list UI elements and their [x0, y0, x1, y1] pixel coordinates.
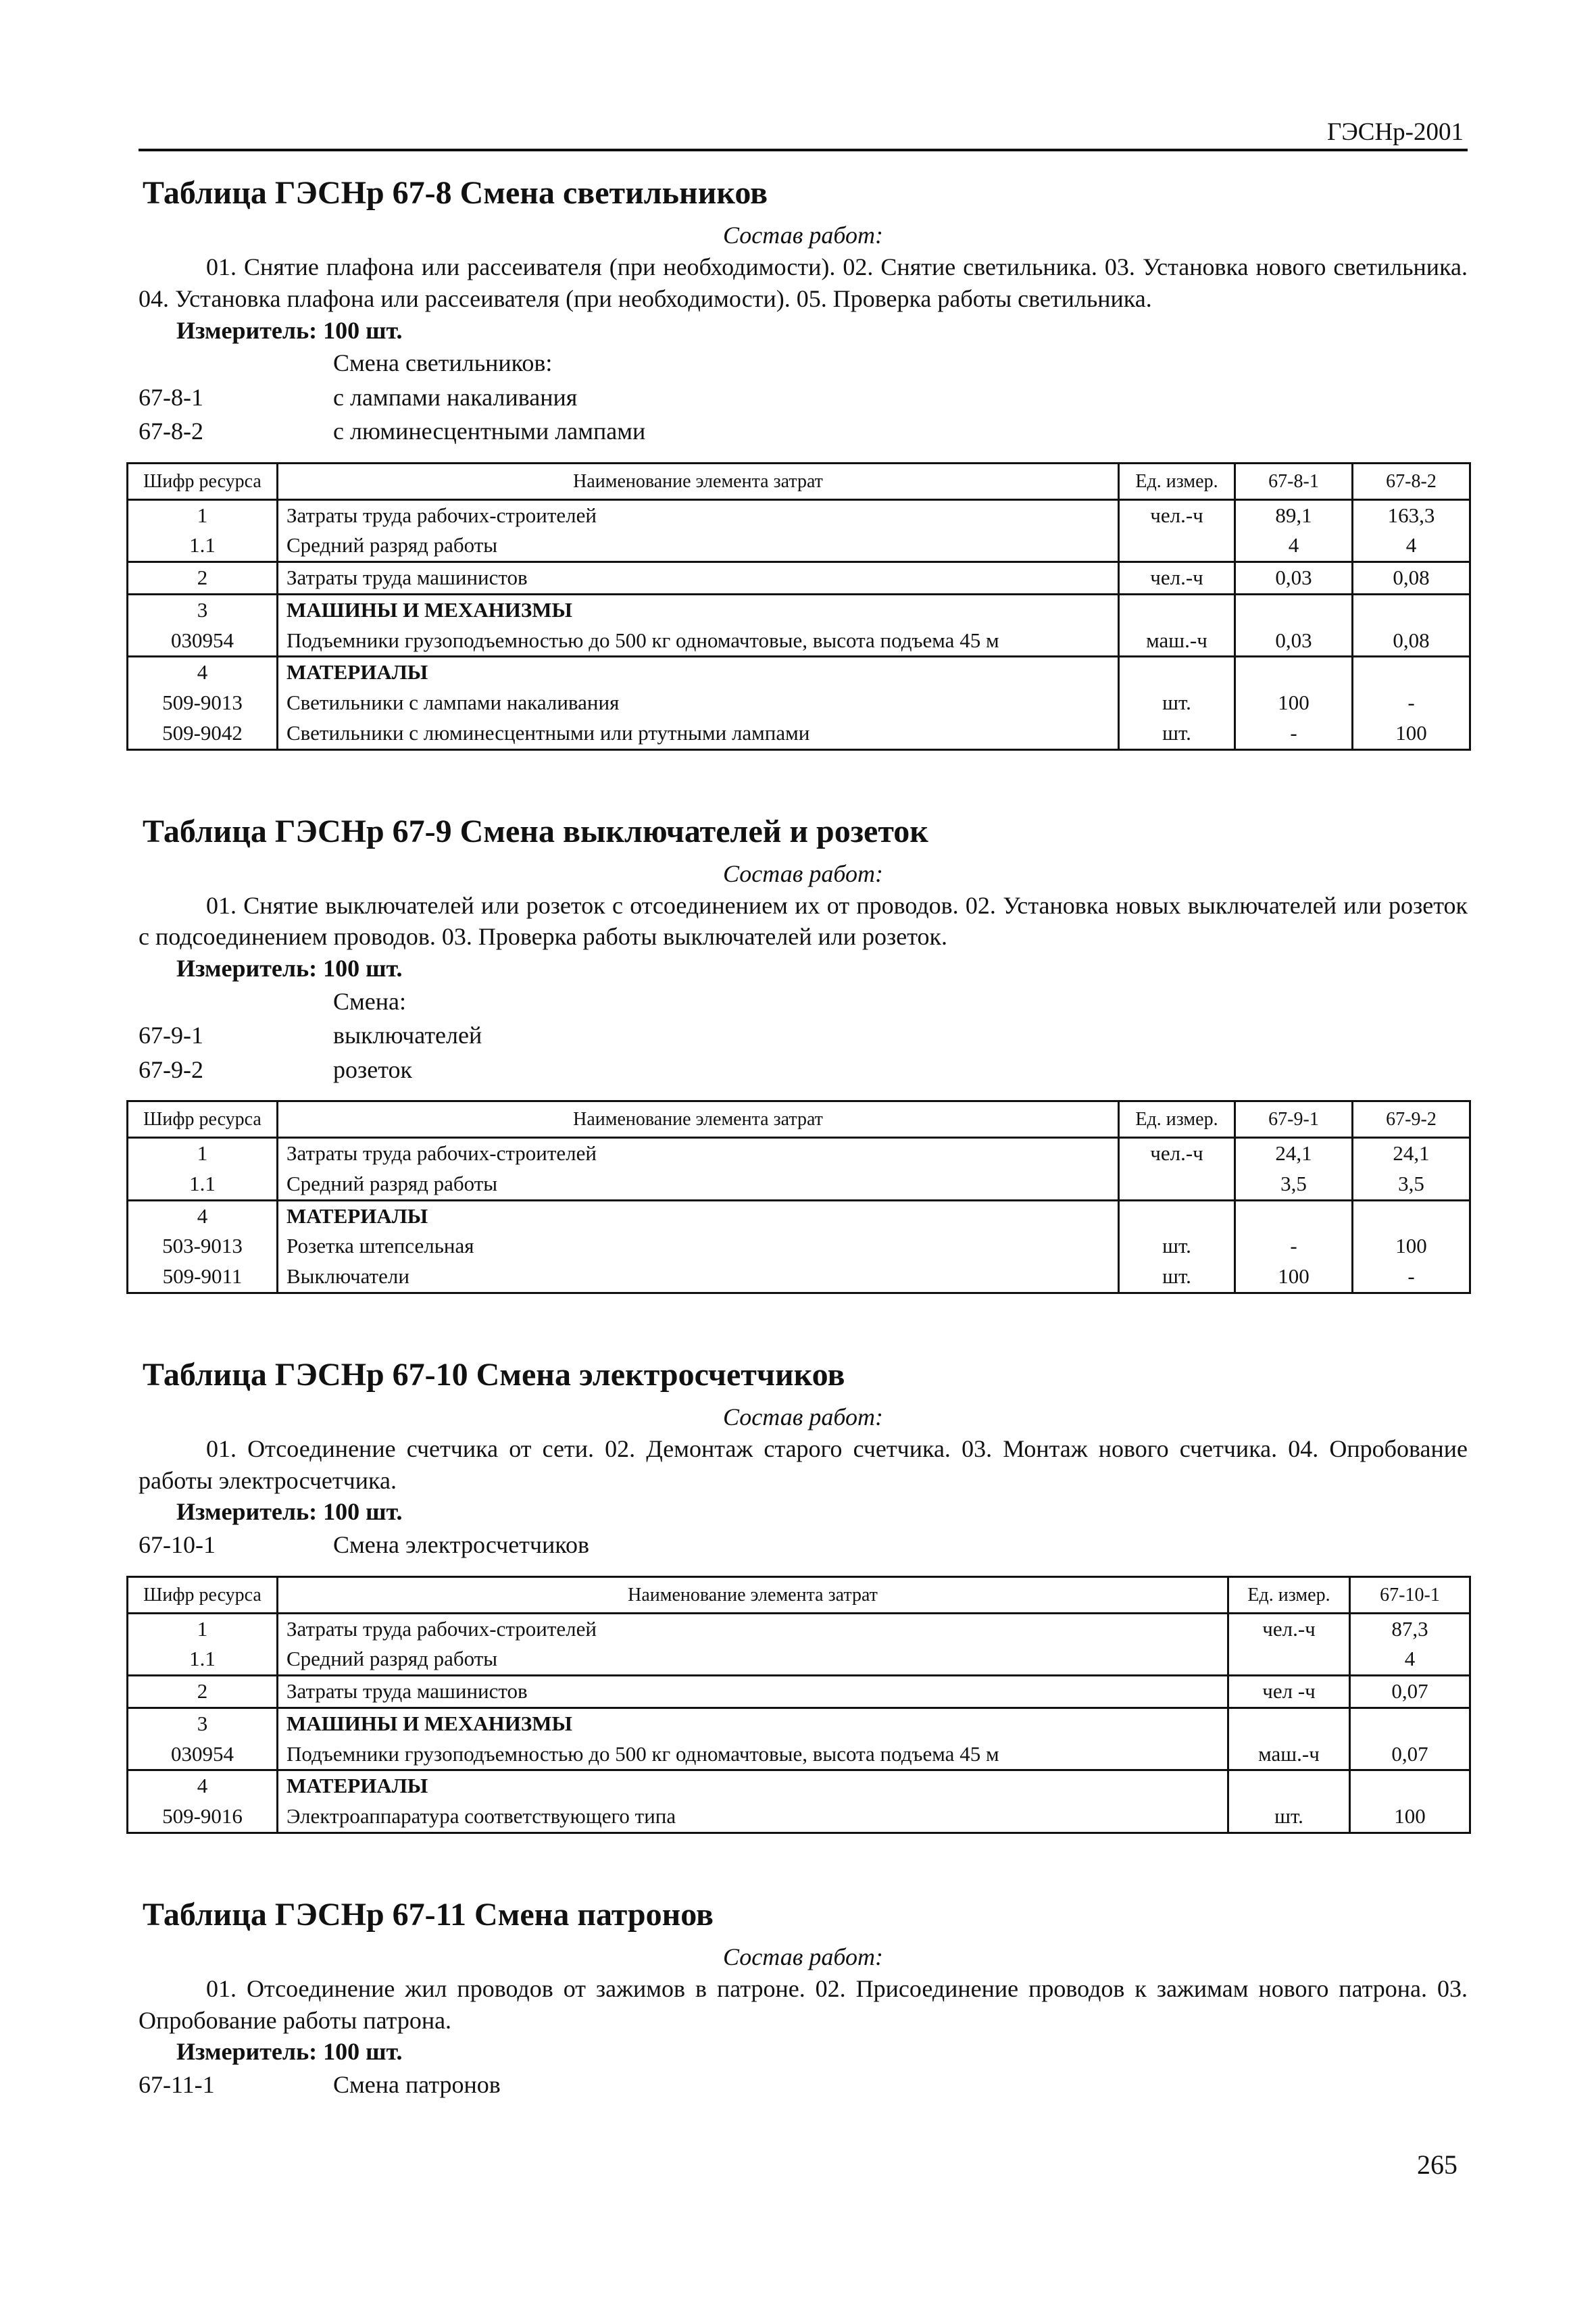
- doc-code: ГЭСНр-2001: [1326, 118, 1464, 146]
- table-row: [128, 1169, 1470, 1200]
- resource-code: 3: [128, 1708, 278, 1739]
- measure-unit: Измеритель: 100 шт.: [176, 316, 403, 344]
- resource-value: 0,08: [1353, 562, 1470, 595]
- resource-name: МАШИНЫ И МЕХАНИЗМЫ: [278, 594, 1119, 625]
- table-row: [128, 1138, 1470, 1169]
- resource-value: [1353, 657, 1470, 688]
- resource-value: 4: [1235, 530, 1353, 562]
- resource-value: 4: [1353, 530, 1470, 562]
- section-title: Таблица ГЭСНр 67-10 Смена электросчетчиков: [143, 1356, 845, 1393]
- table-row: [128, 499, 1470, 530]
- resource-unit: маш.-ч: [1119, 626, 1235, 657]
- table-row: [128, 530, 1470, 562]
- resource-name: Светильники с лампами накаливания: [278, 688, 1119, 718]
- header-norm-col: 67-10-1: [1350, 1576, 1470, 1613]
- norm-name: розеток: [333, 1055, 412, 1083]
- resource-unit: [1119, 1200, 1235, 1231]
- resource-value: -: [1235, 718, 1353, 749]
- norm-code: 67-11-1: [139, 2071, 215, 2099]
- resource-value: 87,3: [1350, 1613, 1470, 1644]
- resource-name: МАТЕРИАЛЫ: [278, 657, 1119, 688]
- resource-value: 0,03: [1235, 626, 1353, 657]
- resource-code: 2: [128, 562, 278, 595]
- norm-code: 67-10-1: [139, 1531, 216, 1559]
- resource-value: 100: [1235, 1262, 1353, 1293]
- table-row: [128, 626, 1470, 657]
- header-unit: Ед. измер.: [1119, 463, 1235, 499]
- table-row: [128, 1676, 1470, 1708]
- resource-unit: чел.-ч: [1119, 499, 1235, 530]
- work-composition-label: Состав работ:: [723, 860, 883, 887]
- resource-value: -: [1353, 688, 1470, 718]
- resource-value: -: [1235, 1231, 1353, 1262]
- resource-unit: [1119, 594, 1235, 625]
- resource-value: 100: [1353, 1231, 1470, 1262]
- resource-unit: чел.-ч: [1119, 1138, 1235, 1169]
- resource-value: 163,3: [1353, 499, 1470, 530]
- table-row: [128, 1801, 1470, 1833]
- table-section: [139, 813, 1468, 1294]
- table-row: [128, 1644, 1470, 1675]
- resource-value: [1235, 594, 1353, 625]
- resource-code: 509-9016: [128, 1801, 278, 1833]
- norm-code-list: [139, 346, 1468, 448]
- table-section: [139, 1356, 1468, 1834]
- header-name: Наименование элемента затрат: [278, 1101, 1119, 1138]
- header-cipher: Шифр ресурса: [128, 463, 278, 499]
- table-row: [128, 718, 1470, 749]
- resource-name: Затраты труда рабочих-строителей: [278, 1613, 1228, 1644]
- resource-name: Затраты труда машинистов: [278, 1676, 1228, 1708]
- resource-name: Светильники с люминесцентными или ртутными лампами: [278, 718, 1119, 749]
- norm-name: Смена электросчетчиков: [333, 1531, 589, 1559]
- norm-code-row: [139, 2068, 1468, 2101]
- norm-code-row: [139, 414, 1468, 448]
- norm-code: 67-8-1: [139, 383, 203, 411]
- measure-unit: Измеритель: 100 шт.: [176, 2038, 403, 2066]
- resource-name: Электроаппаратура соответствующего типа: [278, 1801, 1228, 1833]
- norm-code-row: [139, 1528, 1468, 1562]
- table-row: [128, 562, 1470, 595]
- measure-unit: Измеритель: 100 шт.: [176, 955, 403, 982]
- resource-value: [1235, 657, 1353, 688]
- table-row: [128, 1262, 1470, 1293]
- resource-name: Средний разряд работы: [278, 530, 1119, 562]
- resource-code: 3: [128, 594, 278, 625]
- table-section: [139, 174, 1468, 751]
- table-row: [128, 1200, 1470, 1231]
- resource-name: Подъемники грузоподъемностью до 500 кг одномачтовые, высота подъема 45 м: [278, 626, 1119, 657]
- resource-code: 1: [128, 1138, 278, 1169]
- work-composition-label: Состав работ:: [723, 1403, 883, 1431]
- resource-value: 0,07: [1350, 1739, 1470, 1770]
- resource-value: 100: [1235, 688, 1353, 718]
- resource-code: 509-9042: [128, 718, 278, 749]
- norm-heading: Смена светильников:: [333, 349, 553, 377]
- resource-value: 0,07: [1350, 1676, 1470, 1708]
- header-cipher: Шифр ресурса: [128, 1101, 278, 1138]
- header-norm-col: 67-9-1: [1235, 1101, 1353, 1138]
- norm-code-list: [139, 985, 1468, 1087]
- resource-code: 2: [128, 1676, 278, 1708]
- resource-name: Выключатели: [278, 1262, 1119, 1293]
- resource-unit: шт.: [1119, 718, 1235, 749]
- section-title: Таблица ГЭСНр 67-8 Смена светильников: [143, 175, 768, 211]
- table-row: [128, 1770, 1470, 1801]
- header-name: Наименование элемента затрат: [278, 463, 1119, 499]
- work-composition-label: Состав работ:: [723, 222, 883, 249]
- norm-code-row: [139, 1018, 1468, 1052]
- resource-code: 1: [128, 1613, 278, 1644]
- resource-unit: шт.: [1228, 1801, 1350, 1833]
- resource-table: [126, 462, 1471, 751]
- header-name: Наименование элемента затрат: [278, 1576, 1228, 1613]
- resource-code: 4: [128, 1200, 278, 1231]
- resource-value: [1235, 1200, 1353, 1231]
- header-cipher: Шифр ресурса: [128, 1576, 278, 1613]
- resource-value: 3,5: [1235, 1169, 1353, 1200]
- table-header-row: [128, 1576, 1470, 1613]
- resource-code: 1.1: [128, 1644, 278, 1675]
- resource-value: [1353, 594, 1470, 625]
- resource-code: 4: [128, 657, 278, 688]
- resource-value: 24,1: [1353, 1138, 1470, 1169]
- norm-code: 67-8-2: [139, 418, 203, 445]
- resource-name: Средний разряд работы: [278, 1644, 1228, 1675]
- resource-unit: [1228, 1708, 1350, 1739]
- table-row: [128, 1739, 1470, 1770]
- resource-code: 030954: [128, 1739, 278, 1770]
- table-section: [139, 1896, 1468, 2102]
- resource-name: Средний разряд работы: [278, 1169, 1119, 1200]
- resource-unit: [1119, 530, 1235, 562]
- resource-value: [1350, 1708, 1470, 1739]
- norm-name: Смена патронов: [333, 2071, 501, 2099]
- norm-name: выключателей: [333, 1022, 482, 1049]
- resource-value: 24,1: [1235, 1138, 1353, 1169]
- header-norm-col: 67-9-2: [1353, 1101, 1470, 1138]
- resource-value: 3,5: [1353, 1169, 1470, 1200]
- table-row: [128, 594, 1470, 625]
- table-row: [128, 657, 1470, 688]
- table-header-row: [128, 1101, 1470, 1138]
- resource-code: 503-9013: [128, 1231, 278, 1262]
- resource-name: МАШИНЫ И МЕХАНИЗМЫ: [278, 1708, 1228, 1739]
- resource-code: 509-9013: [128, 688, 278, 718]
- section-title: Таблица ГЭСНр 67-9 Смена выключателей и розеток: [143, 813, 928, 849]
- header-unit: Ед. измер.: [1228, 1576, 1350, 1613]
- norm-code-row: [139, 380, 1468, 414]
- norm-code: 67-9-2: [139, 1055, 203, 1083]
- header-norm-col: 67-8-1: [1235, 463, 1353, 499]
- page-content: [139, 174, 1468, 2164]
- table-row: [128, 688, 1470, 718]
- resource-name: Затраты труда рабочих-строителей: [278, 1138, 1119, 1169]
- table-header-row: [128, 463, 1470, 499]
- resource-unit: шт.: [1119, 688, 1235, 718]
- table-row: [128, 1231, 1470, 1262]
- resource-name: МАТЕРИАЛЫ: [278, 1200, 1119, 1231]
- resource-name: Затраты труда рабочих-строителей: [278, 499, 1119, 530]
- table-row: [128, 1708, 1470, 1739]
- resource-unit: чел -ч: [1228, 1676, 1350, 1708]
- header-unit: Ед. измер.: [1119, 1101, 1235, 1138]
- resource-name: МАТЕРИАЛЫ: [278, 1770, 1228, 1801]
- norm-code-row: [139, 1053, 1468, 1087]
- resource-value: 0,08: [1353, 626, 1470, 657]
- resource-code: 030954: [128, 626, 278, 657]
- work-composition-text: 01. Снятие плафона или рассеивателя (при необходимости). 02. Снятие светильника. 03. Установка нового светильника. 04. Установка плафона или рассеивателя (при необходимости). 05. Проверка работы светильника.: [139, 253, 1468, 312]
- work-composition-text: 01. Отсоединение счетчика от сети. 02. Демонтаж старого счетчика. 03. Монтаж нового счетчика. 04. Опробование работы электросчетчика.: [139, 1435, 1468, 1494]
- resource-value: 4: [1350, 1644, 1470, 1675]
- norm-code: 67-9-1: [139, 1022, 203, 1049]
- resource-unit: [1119, 1169, 1235, 1200]
- table-row: [128, 1613, 1470, 1644]
- resource-unit: чел.-ч: [1119, 562, 1235, 595]
- resource-code: 1: [128, 499, 278, 530]
- resource-code: 1.1: [128, 530, 278, 562]
- resource-value: 100: [1350, 1801, 1470, 1833]
- work-composition-text: 01. Отсоединение жил проводов от зажимов в патроне. 02. Присоединение проводов к зажимам нового патрона. 03. Опробование работы патрона.: [139, 1974, 1468, 2034]
- section-title: Таблица ГЭСНр 67-11 Смена патронов: [143, 1896, 714, 1933]
- resource-name: Розетка штепсельная: [278, 1231, 1119, 1262]
- resource-value: 100: [1353, 718, 1470, 749]
- resource-code: 509-9011: [128, 1262, 278, 1293]
- resource-unit: маш.-ч: [1228, 1739, 1350, 1770]
- norm-code-list: [139, 1528, 1468, 1562]
- work-composition-text: 01. Снятие выключателей или розеток с отсоединением их от проводов. 02. Установка новых выключателей или розеток с подсоединением проводов. 03. Проверка работы выключателей или розеток.: [139, 891, 1468, 951]
- resource-unit: шт.: [1119, 1231, 1235, 1262]
- resource-value: [1353, 1200, 1470, 1231]
- resource-table: [126, 1100, 1471, 1294]
- resource-value: [1350, 1770, 1470, 1801]
- resource-name: Затраты труда машинистов: [278, 562, 1119, 595]
- resource-unit: чел.-ч: [1228, 1613, 1350, 1644]
- resource-unit: [1228, 1770, 1350, 1801]
- resource-name: Подъемники грузоподъемностью до 500 кг одномачтовые, высота подъема 45 м: [278, 1739, 1228, 1770]
- norm-code-list: [139, 2068, 1468, 2101]
- resource-code: 1.1: [128, 1169, 278, 1200]
- resource-table: [126, 1576, 1471, 1834]
- running-header: [139, 114, 1468, 151]
- resource-unit: шт.: [1119, 1262, 1235, 1293]
- resource-value: -: [1353, 1262, 1470, 1293]
- resource-value: 89,1: [1235, 499, 1353, 530]
- norm-name: с люминесцентными лампами: [333, 418, 646, 445]
- header-norm-col: 67-8-2: [1353, 463, 1470, 499]
- measure-unit: Измеритель: 100 шт.: [176, 1498, 403, 1526]
- norm-name: с лампами накаливания: [333, 383, 578, 411]
- resource-value: 0,03: [1235, 562, 1353, 595]
- norm-heading: Смена:: [333, 987, 407, 1015]
- resource-unit: [1228, 1644, 1350, 1675]
- work-composition-label: Состав работ:: [723, 1943, 883, 1971]
- resource-code: 4: [128, 1770, 278, 1801]
- resource-unit: [1119, 657, 1235, 688]
- page-number: 265: [1417, 2149, 1457, 2180]
